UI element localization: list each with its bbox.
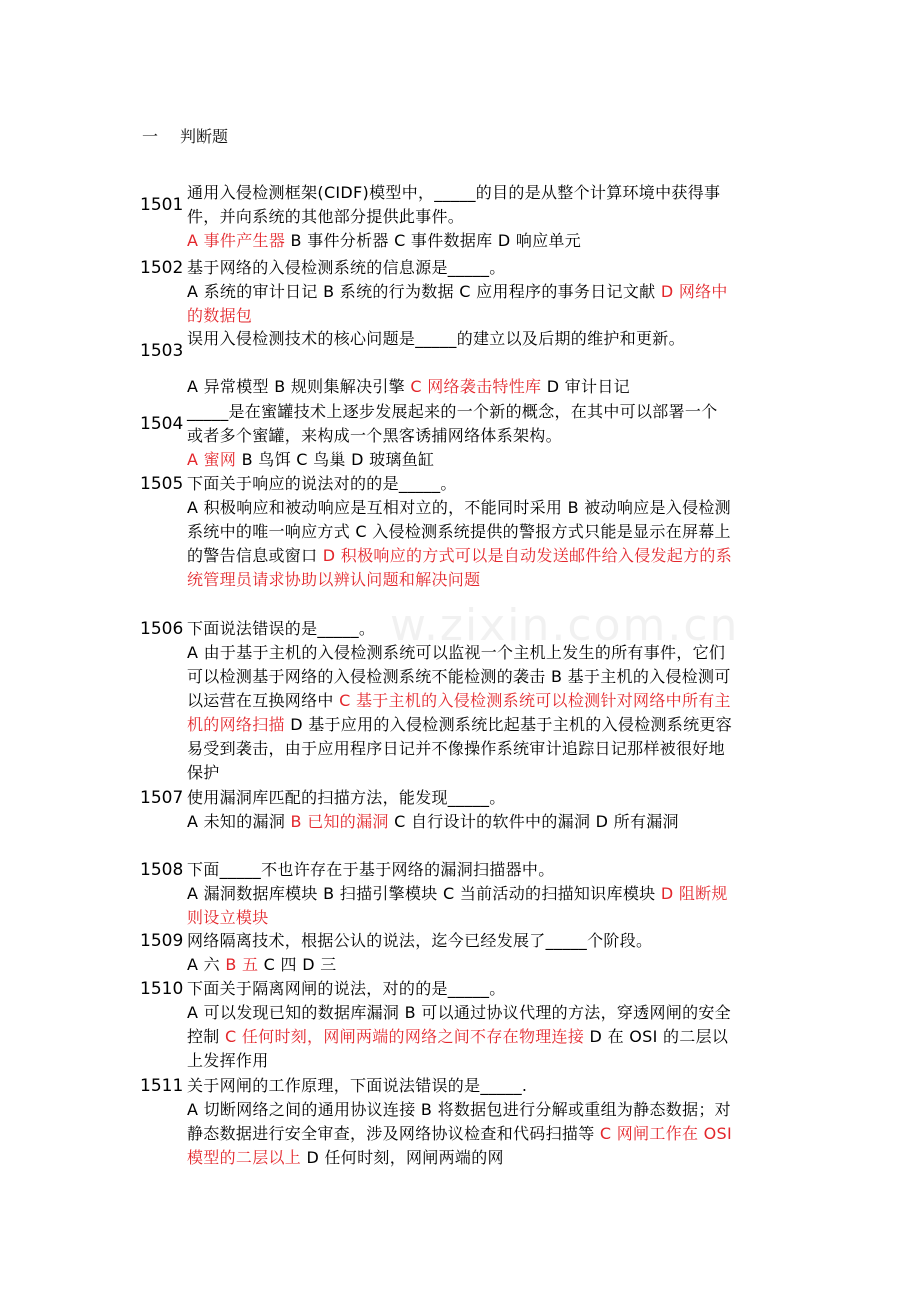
answer-option-highlighted: C 任何时刻，网闸两端的网络之间不存在物理连接 bbox=[225, 1027, 585, 1046]
answer-option-highlighted: B 五 bbox=[225, 955, 259, 974]
question-stem: 下面说法错误的是_____。 bbox=[187, 619, 376, 638]
question-stem: 网络隔离技术，根据公认的说法，迄今已经发展了_____个阶段。 bbox=[187, 931, 653, 950]
question-options bbox=[187, 1098, 732, 1170]
question-stem: 使用漏洞库匹配的扫描方法，能发现_____。 bbox=[187, 788, 506, 807]
question-number: 1511 bbox=[140, 1076, 184, 1096]
answer-option: D 在 OSI 的二层以上发挥作用 bbox=[187, 1027, 729, 1070]
question-number: 1508 bbox=[140, 860, 184, 880]
answer-option: A 漏洞数据库模块 B 扫描引擎模块 C 当前活动的扫描知识库模块 bbox=[187, 884, 661, 903]
question-number: 1509 bbox=[140, 931, 184, 951]
answer-option: D 任何时刻，网闸两端的网 bbox=[301, 1148, 504, 1167]
answer-option-highlighted: C 基于主机的入侵检测系统可以检测针对网络中所有主机的网络扫描 bbox=[187, 691, 731, 734]
answer-option-highlighted: D 阻断规则设立模块 bbox=[187, 884, 728, 927]
question-options bbox=[187, 448, 732, 472]
section-title: 判断题 bbox=[180, 127, 229, 146]
answer-option: A 可以发现已知的数据库漏洞 B 可以通过协议代理的方法，穿透网闸的安全控制 bbox=[187, 1003, 731, 1046]
question-stem: 下面_____不也许存在于基于网络的漏洞扫描器中。 bbox=[187, 860, 555, 879]
answer-option: B 事件分析器 C 事件数据库 D 响应单元 bbox=[285, 231, 582, 250]
question-stem: 通用入侵检测框架(CIDF)模型中，_____的目的是从整个计算环境中获得事件，并向系统的其他部分提供此事件。 bbox=[187, 183, 721, 226]
answer-option: A 切断网络之间的通用协议连接 B 将数据包进行分解或重组为静态数据；对静态数据进行安全审查，涉及网络协议检查和代码扫描等 bbox=[187, 1100, 731, 1143]
answer-option-highlighted: D 网络中的数据包 bbox=[187, 282, 728, 325]
question-number: 1501 bbox=[140, 195, 184, 215]
question-stem: 下面关于隔离网闸的说法，对的的是_____。 bbox=[187, 979, 506, 998]
answer-option-highlighted: C 网络袭击特性库 bbox=[410, 377, 542, 396]
question-options bbox=[187, 953, 732, 977]
question-number: 1510 bbox=[140, 979, 184, 999]
answer-option: A 系统的审计日记 B 系统的行为数据 C 应用程序的事务日记文献 bbox=[187, 282, 661, 301]
question-options bbox=[187, 882, 732, 930]
question-stem: 基于网络的入侵检测系统的信息源是_____。 bbox=[187, 258, 506, 277]
question-number: 1504 bbox=[140, 414, 184, 434]
question-number: 1507 bbox=[140, 788, 184, 808]
answer-option-highlighted: C 网闸工作在 OSI 模型的二层以上 bbox=[187, 1124, 733, 1167]
answer-option-highlighted: B 已知的漏洞 bbox=[290, 812, 389, 831]
question-options bbox=[187, 229, 732, 253]
answer-option: A 未知的漏洞 bbox=[187, 812, 291, 831]
answer-option: D 基于应用的入侵检测系统比起基于主机的入侵检测系统更容易受到袭击，由于应用程序日记并不像操作系统审计追踪日记那样被很好地保护 bbox=[187, 715, 733, 782]
question-stem: 下面关于响应的说法对的的是_____。 bbox=[187, 474, 457, 493]
question-number: 1505 bbox=[140, 474, 184, 494]
answer-option-highlighted: A 蜜网 bbox=[187, 450, 237, 469]
question-options bbox=[187, 810, 732, 834]
question-stem: 误用入侵检测技术的核心问题是_____的建立以及后期的维护和更新。 bbox=[187, 329, 685, 348]
answer-option-highlighted: A 事件产生器 bbox=[187, 231, 286, 250]
watermark: w.zixin.com.cn bbox=[390, 600, 740, 651]
question-stem: _____是在蜜罐技术上逐步发展起来的一个新的概念，在其中可以部署一个或者多个蜜罐，来构成一个黑客诱捕网络体系架构。 bbox=[187, 402, 718, 445]
answer-option: D 审计日记 bbox=[541, 377, 630, 396]
answer-option: C 自行设计的软件中的漏洞 D 所有漏洞 bbox=[388, 812, 679, 831]
section-heading bbox=[142, 124, 228, 147]
answer-option-highlighted: D 积极响应的方式可以是自动发送邮件给入侵发起方的系统管理员请求协助以辨认问题和解决问题 bbox=[187, 546, 733, 589]
answer-option: A 由于基于主机的入侵检测系统可以监视一个主机上发生的所有事件，它们可以检测基于网络的入侵检测系统不能检测的袭击 B 基于主机的入侵检测可以运营在互换网络中 bbox=[187, 643, 731, 710]
question-options bbox=[187, 641, 732, 785]
question-options bbox=[187, 375, 732, 399]
question-options bbox=[187, 280, 732, 328]
answer-option: B 鸟饵 C 鸟巢 D 玻璃鱼缸 bbox=[236, 450, 435, 469]
question-options bbox=[187, 496, 732, 592]
question-number: 1502 bbox=[140, 258, 184, 278]
question-stem: 关于网闸的工作原理，下面说法错误的是_____. bbox=[187, 1076, 528, 1095]
answer-option: C 四 D 三 bbox=[258, 955, 337, 974]
answer-option: A 积极响应和被动响应是互相对立的，不能同时采用 B 被动响应是入侵检测系统中的唯一响应方式 C 入侵检测系统提供的警报方式只能是显示在屏幕上的警告信息或窗口 bbox=[187, 498, 731, 565]
question-number: 1506 bbox=[140, 619, 184, 639]
question-number: 1503 bbox=[140, 341, 184, 361]
question-options bbox=[187, 1001, 732, 1073]
answer-option: A 异常模型 B 规则集解决引擎 bbox=[187, 377, 411, 396]
section-marker: 一 bbox=[142, 127, 159, 146]
answer-option: A 六 bbox=[187, 955, 226, 974]
